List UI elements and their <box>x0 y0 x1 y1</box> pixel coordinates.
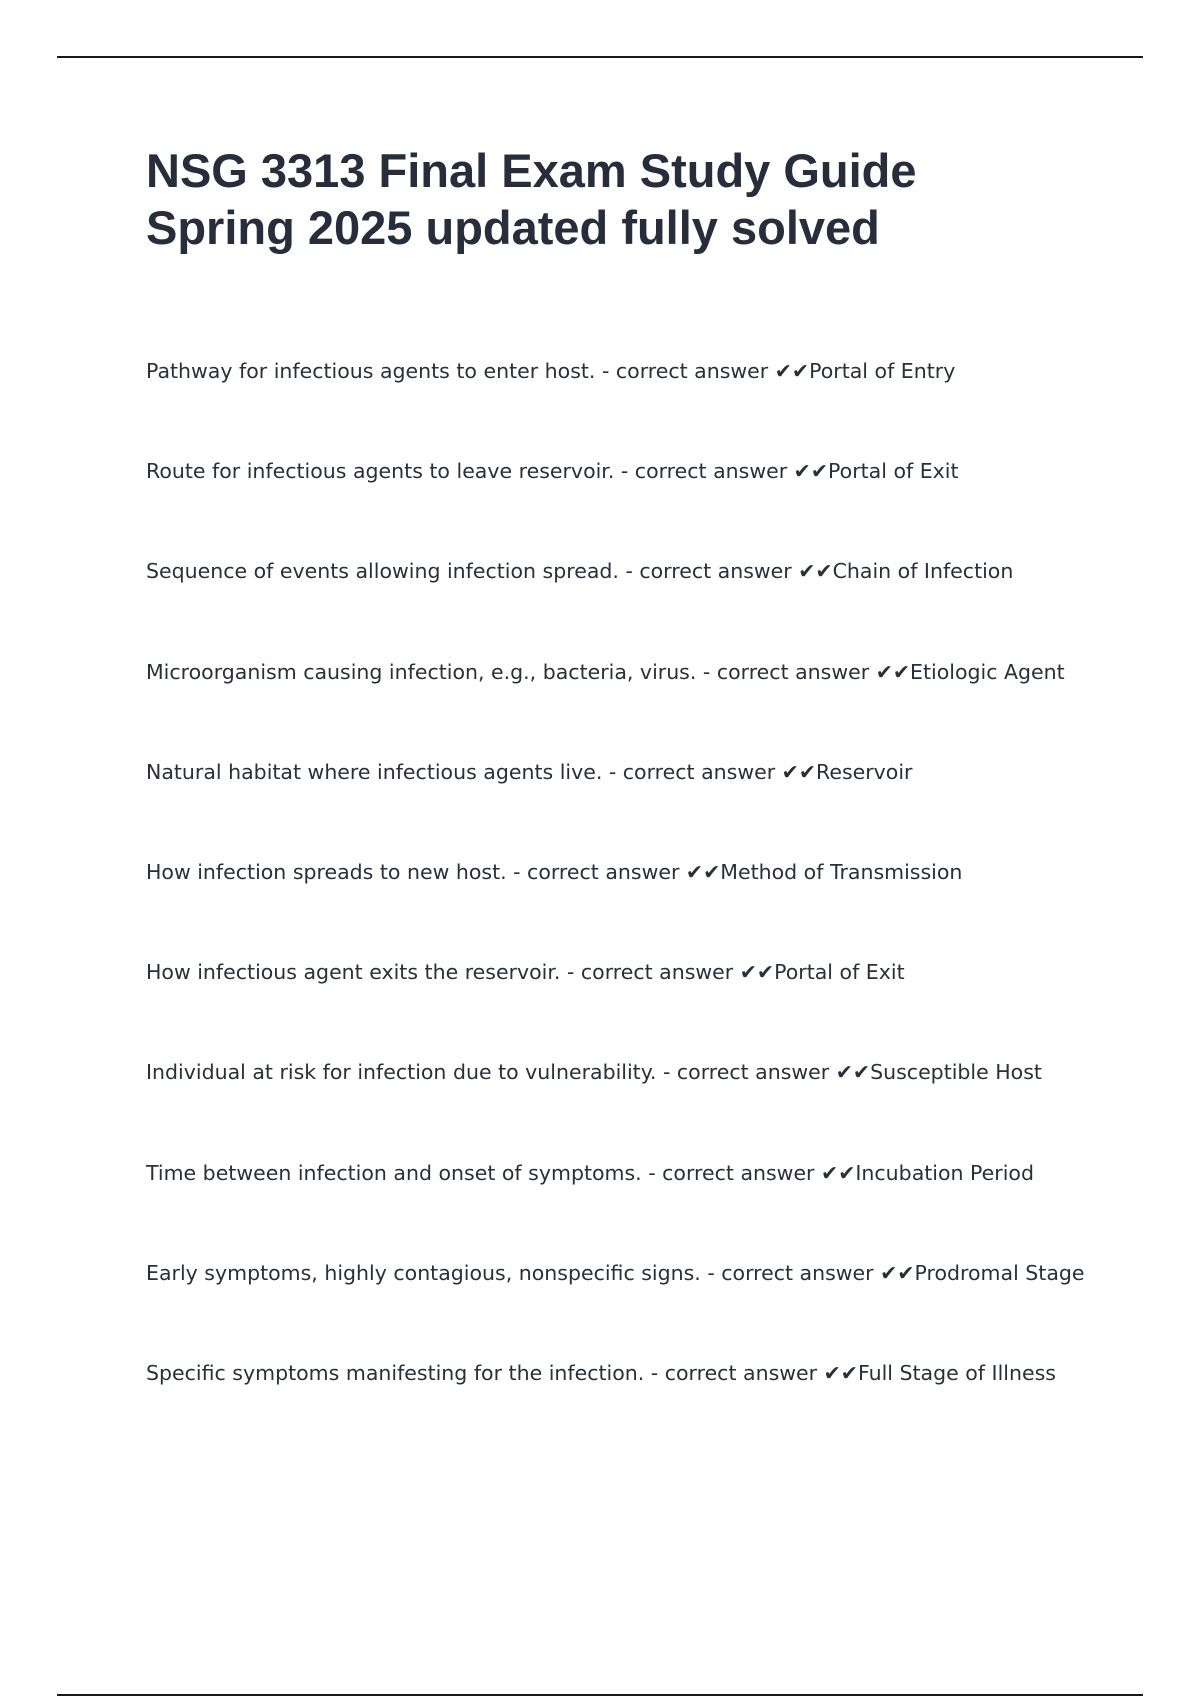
qa-item <box>146 1158 1136 1258</box>
qa-separator: - correct answer <box>641 1160 822 1185</box>
qa-separator: - correct answer <box>614 459 794 484</box>
qa-answer: Etiologic Agent <box>910 659 1065 684</box>
qa-question: Route for infectious agents to leave reservoir. <box>146 459 615 484</box>
qa-item <box>146 757 1136 857</box>
qa-separator: - correct answer <box>700 1260 881 1285</box>
qa-question: Specific symptoms manifesting for the infection. <box>146 1360 645 1385</box>
qa-question: How infectious agent exits the reservoir. <box>146 960 561 985</box>
qa-question: Time between infection and onset of symptoms. <box>146 1160 642 1185</box>
check-mark-icon: ✔✔ <box>781 759 817 784</box>
qa-answer: Reservoir <box>816 759 913 784</box>
qa-item <box>146 356 1136 456</box>
qa-question: Sequence of events allowing infection spread. <box>146 559 619 584</box>
title-line-2: Spring 2025 updated fully solved <box>146 201 880 254</box>
check-mark-icon: ✔✔ <box>823 1360 858 1385</box>
title-line-1: NSG 3313 Final Exam Study Guide <box>146 144 917 197</box>
qa-separator: - correct answer <box>656 1060 836 1085</box>
qa-separator: - correct answer <box>696 659 876 684</box>
qa-question: How infection spreads to new host. <box>146 859 507 884</box>
check-mark-icon: ✔✔ <box>880 1260 915 1285</box>
qa-separator: - correct answer <box>560 960 740 985</box>
check-mark-icon: ✔✔ <box>739 960 775 985</box>
qa-item <box>146 1358 1136 1458</box>
qa-answer: Susceptible Host <box>870 1060 1042 1085</box>
qa-separator: - correct answer <box>644 1360 824 1385</box>
check-mark-icon: ✔✔ <box>774 359 810 383</box>
qa-list <box>146 356 1136 1458</box>
qa-answer: Portal of Exit <box>828 459 959 484</box>
check-mark-icon: ✔✔ <box>685 859 721 884</box>
qa-question: Natural habitat where infectious agents live. <box>146 759 603 784</box>
footer-rule <box>57 1694 1143 1696</box>
qa-question: Early symptoms, highly contagious, nonspecific signs. <box>146 1260 701 1285</box>
qa-answer: Incubation Period <box>855 1160 1034 1185</box>
qa-item <box>146 456 1136 556</box>
qa-answer: Prodromal Stage <box>914 1260 1085 1285</box>
qa-answer: Portal of Exit <box>774 960 905 985</box>
page-title <box>146 142 1126 256</box>
qa-answer: Method of Transmission <box>720 859 963 884</box>
check-mark-icon: ✔✔ <box>835 1060 871 1085</box>
qa-answer: Chain of Infection <box>832 559 1014 584</box>
header-rule <box>57 56 1143 58</box>
qa-separator: - correct answer <box>618 559 799 584</box>
qa-separator: - correct answer <box>602 759 782 784</box>
check-mark-icon: ✔✔ <box>875 659 911 684</box>
check-mark-icon: ✔✔ <box>793 459 829 484</box>
qa-item <box>146 657 1136 757</box>
qa-item <box>146 957 1136 1057</box>
qa-separator: - correct answer <box>506 859 686 884</box>
qa-question: Microorganism causing infection, e.g., bacteria, virus. <box>146 659 697 684</box>
qa-question: Pathway for infectious agents to enter host. <box>146 359 596 383</box>
qa-item <box>146 857 1136 957</box>
qa-item <box>146 1057 1136 1157</box>
qa-separator: - correct answer <box>595 359 775 383</box>
qa-answer: Portal of Entry <box>809 359 956 383</box>
check-mark-icon: ✔✔ <box>798 559 833 584</box>
qa-item <box>146 556 1136 656</box>
qa-answer: Full Stage of Illness <box>857 1360 1056 1385</box>
qa-item <box>146 1258 1136 1358</box>
qa-question: Individual at risk for infection due to vulnerability. <box>146 1060 657 1085</box>
check-mark-icon: ✔✔ <box>821 1160 856 1185</box>
